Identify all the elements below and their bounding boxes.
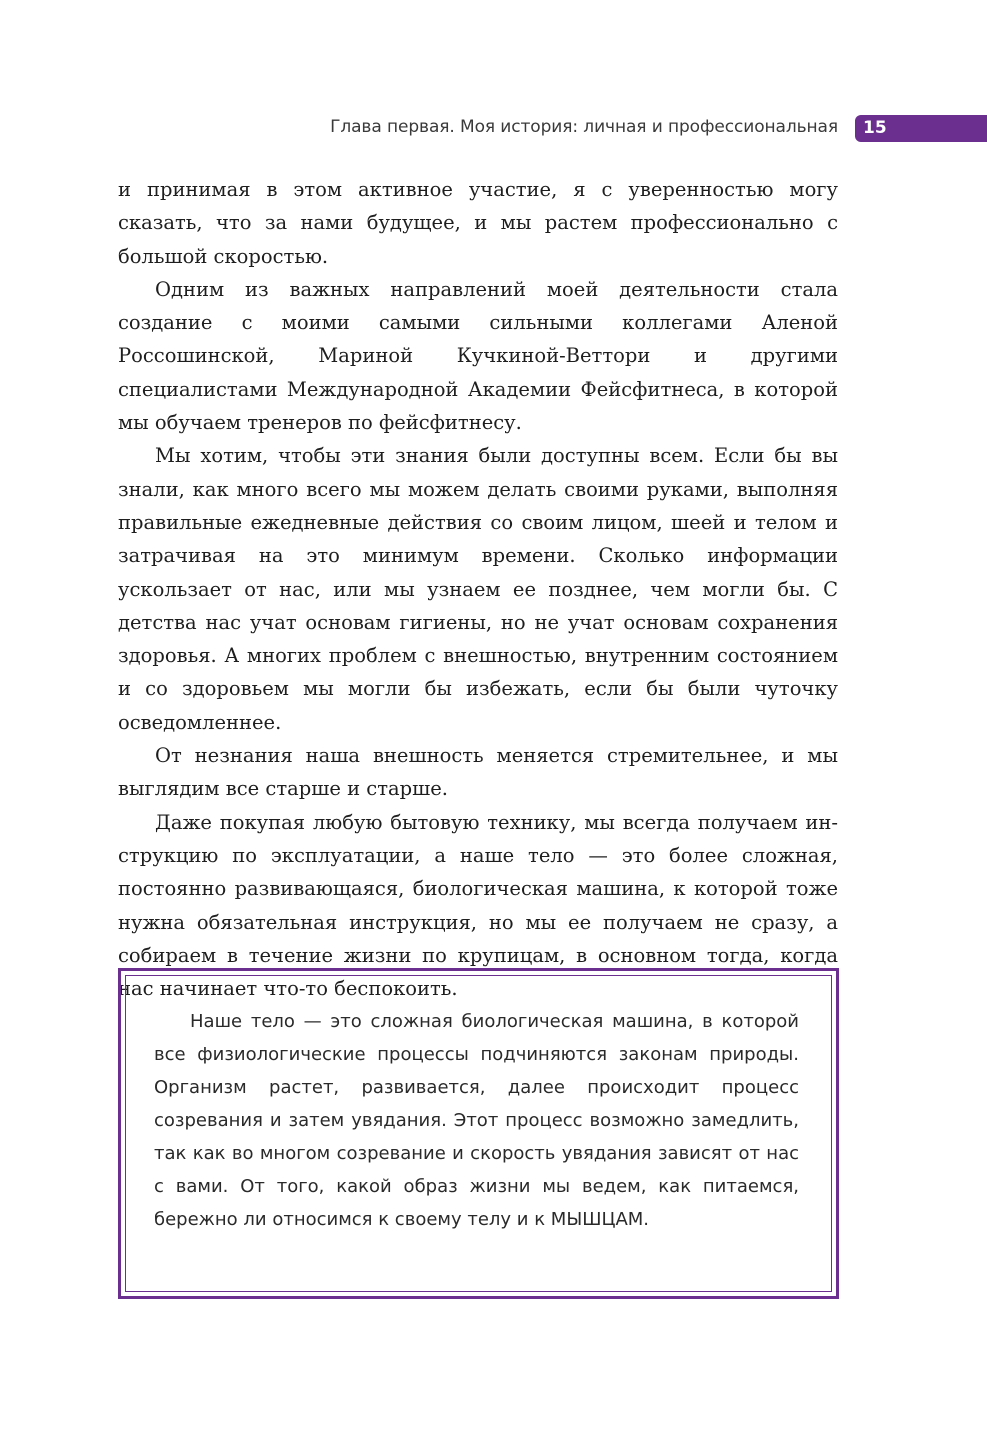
paragraph: От незнания наша внешность меняется стремительнее, и мы выглядим все старше и старше. <box>118 744 838 801</box>
paragraph: и принимая в этом активное участие, я с уверенностью могу сказать, что за нами будущее, и мы растем профессионально с большой скоростью. <box>118 178 838 268</box>
page-number-badge: 15 <box>855 115 987 142</box>
main-text <box>118 173 838 1005</box>
paragraph: Даже покупая любую бытовую технику, мы всегда получаем инструкцию по эксплуатации, а наше тело — это более сложная, постоянно развивающаяся, биологическая машина, к которой тоже нужна обязательная инструкция, но мы ее получаем не сразу, а собираем в течение жизни по крупицам, в основном тогда, когда нас начинает что-то беспокоить. <box>118 810 838 1001</box>
callout-text: Наше тело — это сложная биологическая машина, в которой все физиологические процессы подчиняются законам природы. Организм растет, развивается, далее происходит процесс созревания и затем увядания. Этот процесс возможно замедлить, так как во многом созревание и скорость увядания зависят от нас с вами. От того, какой образ жизни мы ведем, как питаемся, бережно ли относимся к своему телу и к МЫШЦАМ. <box>154 1011 799 1230</box>
paragraph: Одним из важных направлений моей деятельности стала создание с моими самыми сильными коллегами Аленой Россошинской, Мариной Кучкиной-Веттори и другими специалистами Международной Академии Фейсфитнеса, в которой мы обучаем тренеров по фейсфитнесу. <box>118 277 838 435</box>
page-header <box>0 115 987 143</box>
paragraph: Мы хотим, чтобы эти знания были доступны всем. Если бы вы знали, как много всего мы можем делать своими руками, выполняя правильные ежедневные действия со своим лицом, шеей и телом и затрачивая на это минимум времени. Сколько информации ускользает от нас, или мы узнаем ее позднее, чем могли бы. С детства нас учат основам гигиены, но не учат основам сохранения здоровья. А многих проблем с внешностью, внутренним состоянием и со здоровьем мы могли бы избежать, если бы были чуточку осведомленнее. <box>118 444 838 734</box>
callout-box <box>118 968 839 1299</box>
running-title: Глава первая. Моя история: личная и профессиональная <box>330 117 838 137</box>
